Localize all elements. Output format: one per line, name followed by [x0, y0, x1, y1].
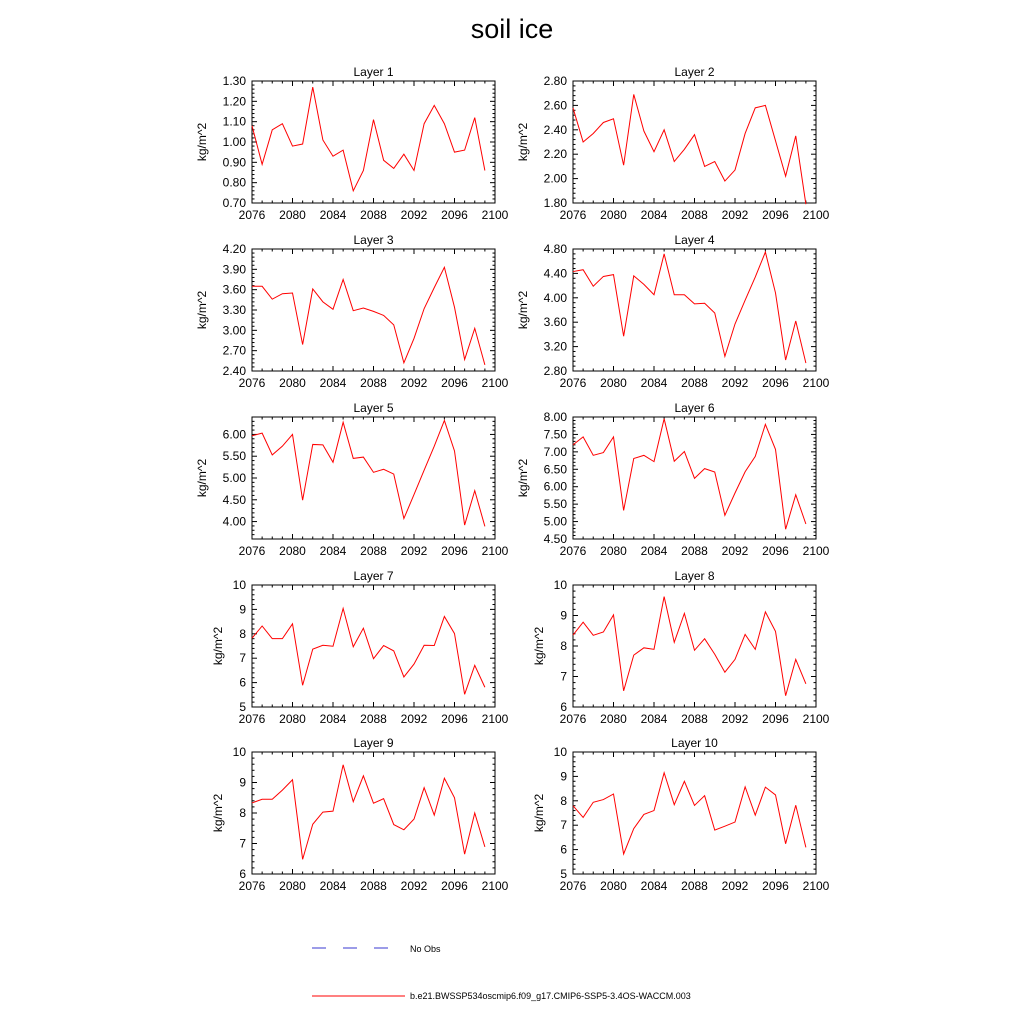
y-tick-label: 10 [232, 578, 246, 592]
x-tick-label: 2100 [802, 712, 830, 726]
panel-title: Layer 4 [674, 233, 715, 247]
y-tick-label: 9 [239, 775, 246, 790]
y-tick-label: 10 [553, 745, 567, 759]
y-tick-label: 7 [239, 651, 246, 666]
x-tick-label: 2080 [279, 879, 306, 893]
x-tick-label: 2092 [400, 544, 428, 558]
x-tick-label: 2080 [600, 544, 627, 558]
y-tick-label: 1.80 [543, 196, 567, 210]
chart-panel-layer-9 [211, 736, 509, 893]
x-tick-label: 2084 [319, 376, 347, 390]
x-tick-label: 2092 [400, 208, 428, 222]
x-tick-label: 2088 [681, 712, 708, 726]
y-tick-label: 2.80 [543, 74, 567, 88]
x-tick-label: 2084 [640, 712, 668, 726]
y-tick-label: 2.00 [543, 171, 567, 186]
y-axis-label: kg/m^2 [516, 290, 530, 330]
panel-title: Layer 8 [674, 569, 715, 583]
chart-panel-layer-1 [195, 65, 509, 222]
y-tick-label: 2.60 [543, 98, 567, 113]
y-tick-label: 6 [239, 675, 246, 690]
y-tick-label: 0.70 [222, 196, 246, 210]
x-tick-label: 2096 [762, 208, 789, 222]
y-tick-label: 3.60 [222, 282, 246, 297]
x-tick-label: 2080 [600, 879, 627, 893]
chart-panel-layer-5 [195, 401, 509, 558]
x-tick-label: 2096 [441, 712, 468, 726]
plot-frame [573, 249, 816, 371]
x-tick-label: 2096 [762, 879, 789, 893]
panel-title: Layer 6 [674, 401, 715, 415]
y-tick-label: 5 [560, 867, 567, 881]
y-tick-label: 2.40 [543, 122, 567, 137]
y-tick-label: 3.60 [543, 315, 567, 330]
x-tick-label: 2084 [319, 544, 347, 558]
series-line [573, 419, 806, 530]
x-tick-label: 2092 [721, 712, 749, 726]
y-tick-label: 2.20 [543, 147, 567, 162]
series-line [573, 773, 806, 854]
y-tick-label: 8.00 [543, 410, 567, 424]
y-tick-label: 4.40 [543, 266, 567, 281]
x-tick-label: 2092 [721, 208, 749, 222]
y-tick-label: 5.50 [543, 497, 567, 512]
y-tick-label: 0.90 [222, 155, 246, 170]
y-tick-label: 2.70 [222, 343, 246, 358]
x-tick-label: 2080 [279, 712, 306, 726]
chart-panel-layer-4 [516, 233, 830, 390]
x-tick-label: 2088 [360, 208, 387, 222]
x-tick-label: 2092 [400, 376, 428, 390]
plot-frame [252, 249, 495, 371]
chart-panel-layer-6 [516, 401, 830, 558]
plot-frame [573, 585, 816, 707]
y-axis-label: kg/m^2 [195, 122, 209, 162]
y-tick-label: 2.40 [222, 364, 246, 378]
x-tick-label: 2100 [481, 879, 509, 893]
x-tick-label: 2100 [802, 208, 830, 222]
x-tick-label: 2100 [802, 544, 830, 558]
x-tick-label: 2088 [681, 544, 708, 558]
y-tick-label: 4.80 [543, 242, 567, 256]
series-line [573, 252, 806, 363]
x-tick-label: 2080 [279, 376, 306, 390]
x-tick-label: 2084 [640, 376, 668, 390]
x-tick-label: 2096 [441, 544, 468, 558]
x-tick-label: 2092 [721, 376, 749, 390]
y-tick-label: 7.00 [543, 444, 567, 459]
x-tick-label: 2088 [681, 879, 708, 893]
x-tick-label: 2100 [481, 376, 509, 390]
x-tick-label: 2100 [802, 376, 830, 390]
plot-frame [252, 752, 495, 874]
series-line [252, 267, 485, 365]
x-tick-label: 2100 [481, 208, 509, 222]
y-tick-label: 4.00 [543, 290, 567, 305]
x-tick-label: 2096 [441, 208, 468, 222]
y-axis-label: kg/m^2 [516, 458, 530, 498]
panel-title: Layer 2 [674, 65, 715, 79]
series-line [573, 597, 806, 696]
x-tick-label: 2084 [319, 208, 347, 222]
chart-panel-layer-7 [211, 569, 509, 726]
legend-label-no-obs: No Obs [410, 944, 441, 954]
chart-panel-layer-10 [532, 736, 830, 893]
x-tick-label: 2100 [481, 544, 509, 558]
x-tick-label: 2076 [238, 376, 266, 390]
panel-title: Layer 10 [671, 736, 718, 750]
figure-title: soil ice [470, 14, 554, 44]
y-tick-label: 7.50 [543, 427, 567, 442]
y-axis-label: kg/m^2 [516, 122, 530, 162]
x-tick-label: 2076 [559, 208, 587, 222]
y-axis-label: kg/m^2 [211, 626, 225, 666]
y-tick-label: 6 [560, 700, 567, 714]
x-tick-label: 2100 [481, 712, 509, 726]
x-tick-label: 2088 [681, 376, 708, 390]
y-tick-label: 9 [239, 602, 246, 617]
x-tick-label: 2076 [238, 544, 266, 558]
y-tick-label: 4.20 [222, 242, 246, 256]
y-tick-label: 10 [232, 745, 246, 759]
x-tick-label: 2088 [360, 879, 387, 893]
x-tick-label: 2084 [640, 879, 668, 893]
x-tick-label: 2088 [360, 544, 387, 558]
y-tick-label: 5.00 [543, 514, 567, 529]
y-tick-label: 7 [560, 669, 567, 684]
y-tick-label: 5 [239, 700, 246, 714]
y-tick-label: 0.80 [222, 175, 246, 190]
x-tick-label: 2096 [441, 376, 468, 390]
series-line [252, 87, 485, 191]
y-tick-label: 3.30 [222, 303, 246, 317]
x-tick-label: 2088 [360, 712, 387, 726]
x-tick-label: 2080 [600, 376, 627, 390]
y-tick-label: 3.90 [222, 262, 246, 277]
series-line [252, 608, 485, 694]
x-tick-label: 2076 [559, 712, 587, 726]
y-tick-label: 8 [560, 793, 567, 808]
x-tick-label: 2084 [640, 544, 668, 558]
x-tick-label: 2084 [319, 712, 347, 726]
panel-title: Layer 5 [353, 401, 394, 415]
x-tick-label: 2084 [319, 879, 347, 893]
x-tick-label: 2076 [559, 376, 587, 390]
y-tick-label: 6.00 [222, 427, 246, 442]
legend-label-model: b.e21.BWSSP534oscmip6.f09_g17.CMIP6-SSP5-3.4OS-WACCM.003 [410, 991, 691, 1001]
y-tick-label: 6 [239, 867, 246, 881]
y-tick-label: 3.00 [222, 323, 246, 338]
chart-panel-layer-2 [516, 65, 830, 222]
panel-title: Layer 9 [353, 736, 394, 750]
chart-panel-layer-3 [195, 233, 509, 390]
x-tick-label: 2076 [238, 208, 266, 222]
y-tick-label: 1.10 [222, 114, 246, 129]
y-tick-label: 6.00 [543, 479, 567, 494]
x-tick-label: 2096 [762, 544, 789, 558]
y-tick-label: 4.00 [222, 514, 246, 529]
y-axis-label: kg/m^2 [211, 793, 225, 833]
panel-title: Layer 7 [353, 569, 394, 583]
legend [312, 944, 691, 1001]
y-tick-label: 1.30 [222, 74, 246, 88]
panel-title: Layer 1 [353, 65, 394, 79]
plot-frame [252, 585, 495, 707]
x-tick-label: 2100 [802, 879, 830, 893]
x-tick-label: 2076 [559, 879, 587, 893]
plot-frame [252, 81, 495, 203]
y-tick-label: 5.50 [222, 449, 246, 464]
y-tick-label: 5.00 [222, 471, 246, 485]
x-tick-label: 2096 [762, 712, 789, 726]
plot-frame [573, 81, 816, 203]
x-tick-label: 2076 [559, 544, 587, 558]
y-tick-label: 8 [239, 806, 246, 820]
y-tick-label: 8 [560, 639, 567, 653]
series-line [573, 94, 806, 204]
x-tick-label: 2088 [681, 208, 708, 222]
y-axis-label: kg/m^2 [195, 290, 209, 330]
y-tick-label: 6 [560, 842, 567, 857]
x-tick-label: 2084 [640, 208, 668, 222]
y-tick-label: 7 [560, 818, 567, 833]
y-tick-label: 4.50 [222, 492, 246, 507]
x-tick-label: 2076 [238, 712, 266, 726]
y-tick-label: 9 [560, 769, 567, 784]
x-tick-label: 2092 [400, 879, 428, 893]
y-axis-label: kg/m^2 [195, 458, 209, 498]
x-tick-label: 2076 [238, 879, 266, 893]
y-tick-label: 1.00 [222, 135, 246, 149]
x-tick-label: 2080 [279, 544, 306, 558]
y-axis-label: kg/m^2 [532, 793, 546, 833]
x-tick-label: 2092 [721, 544, 749, 558]
y-tick-label: 9 [560, 608, 567, 623]
y-tick-label: 1.20 [222, 94, 246, 109]
x-tick-label: 2096 [441, 879, 468, 893]
x-tick-label: 2080 [279, 208, 306, 222]
series-line [252, 420, 485, 526]
y-tick-label: 4.50 [543, 532, 567, 546]
y-tick-label: 8 [239, 626, 246, 641]
y-tick-label: 3.20 [543, 339, 567, 354]
y-axis-label: kg/m^2 [532, 626, 546, 666]
x-tick-label: 2088 [360, 376, 387, 390]
x-tick-label: 2096 [762, 376, 789, 390]
chart-panel-layer-8 [532, 569, 830, 726]
x-tick-label: 2080 [600, 208, 627, 222]
x-tick-label: 2080 [600, 712, 627, 726]
series-line [252, 765, 485, 860]
y-tick-label: 10 [553, 578, 567, 592]
x-tick-label: 2092 [400, 712, 428, 726]
x-tick-label: 2092 [721, 879, 749, 893]
y-tick-label: 6.50 [543, 462, 567, 477]
y-tick-label: 7 [239, 836, 246, 851]
y-tick-label: 2.80 [543, 364, 567, 378]
panel-title: Layer 3 [353, 233, 394, 247]
